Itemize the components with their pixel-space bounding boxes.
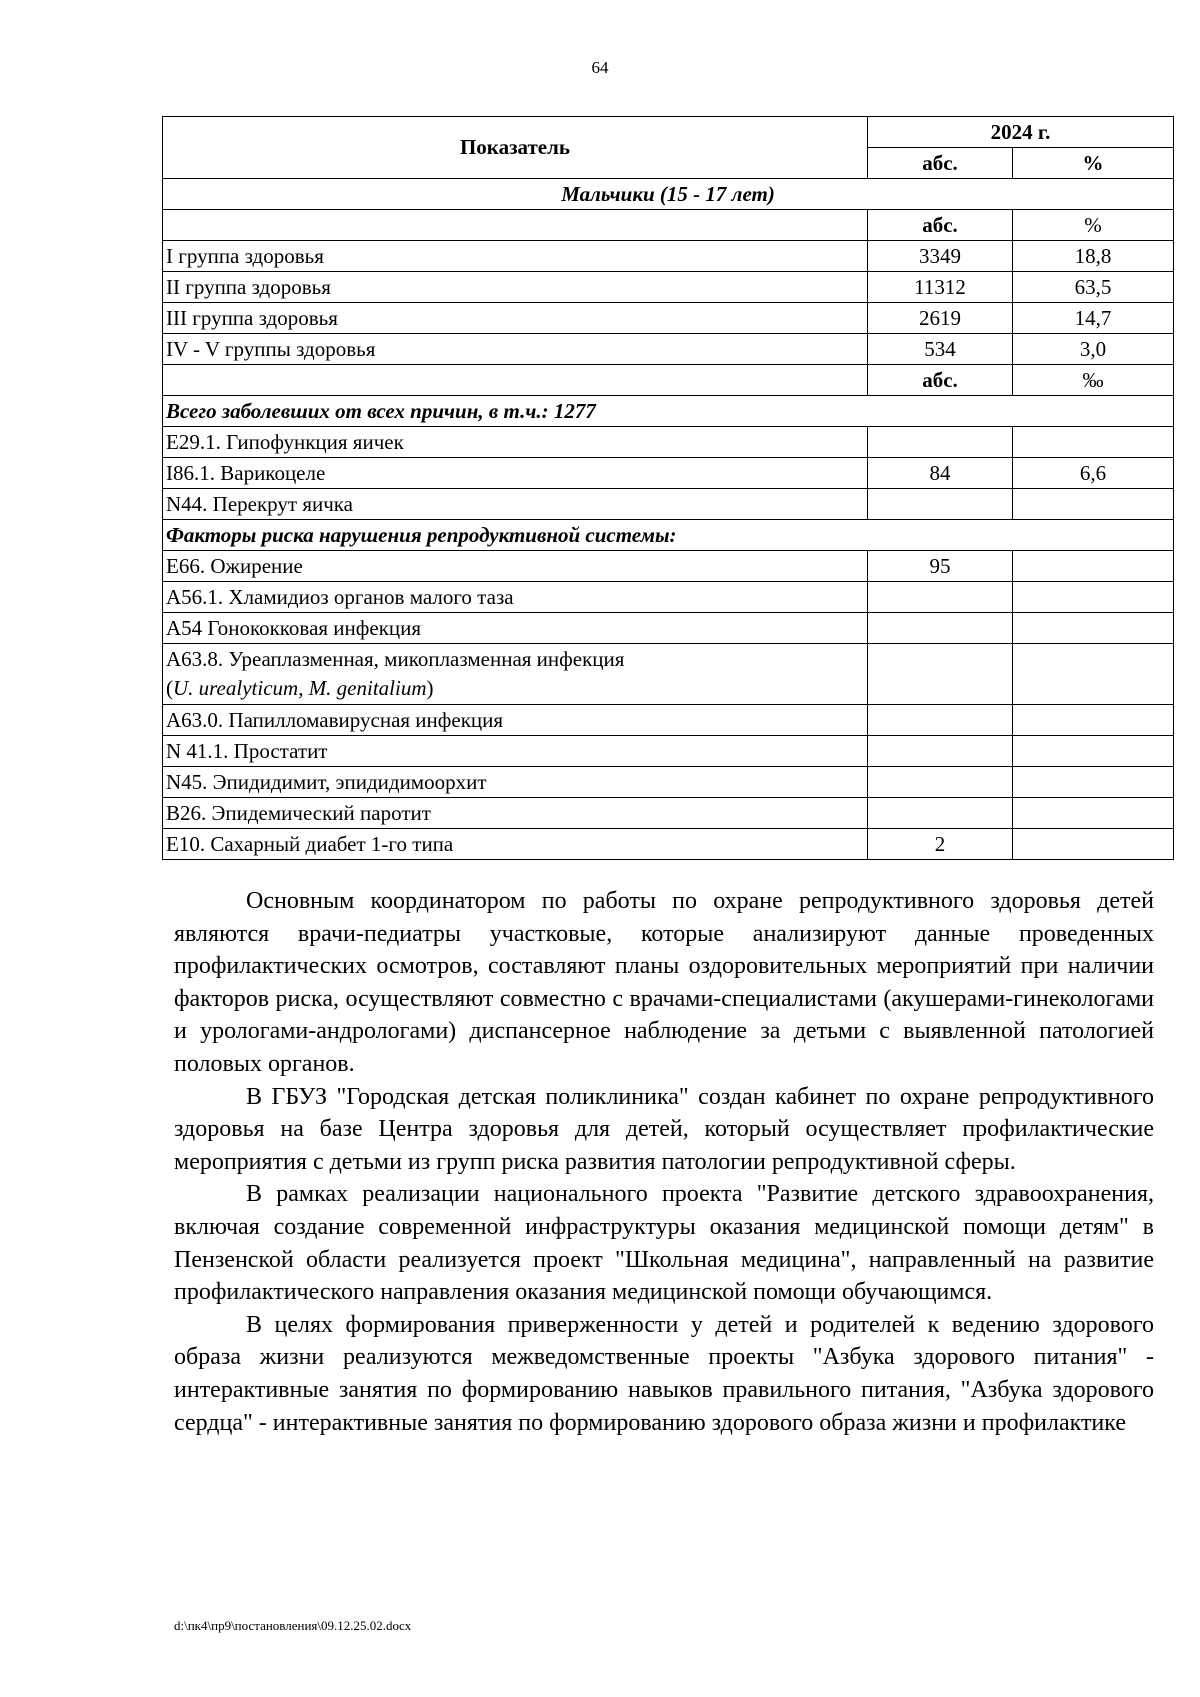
health-subheader-abs: абс. xyxy=(868,210,1013,241)
row-label-line2-species: U. urealyticum, M. genitalium xyxy=(173,676,427,700)
table-row xyxy=(163,613,1174,644)
row-pct: 14,7 xyxy=(1013,303,1174,334)
row-abs xyxy=(868,767,1013,798)
table-row xyxy=(163,705,1174,736)
section-title: Мальчики (15 - 17 лет) xyxy=(163,179,1174,210)
row-rate xyxy=(1013,736,1174,767)
table-row xyxy=(163,829,1174,860)
row-label: A63.0. Папилломавирусная инфекция xyxy=(163,705,868,736)
empty-cell xyxy=(163,365,868,396)
row-label: I группа здоровья xyxy=(163,241,868,272)
row-label: N44. Перекрут яичка xyxy=(163,489,868,520)
row-abs xyxy=(868,489,1013,520)
row-label: E10. Сахарный диабет 1-го типа xyxy=(163,829,868,860)
diseases-title: Всего заболевших от всех причин, в т.ч.: 1277 xyxy=(163,396,1174,427)
paragraph: В ГБУЗ "Городская детская поликлиника" создан кабинет по охране репродуктивного здоровья на базе Центра здоровья для детей, который осуществляет профилактические мероприятия с детьми из групп риска развития патологии репродуктивной сферы. xyxy=(174,1083,1154,1175)
disease-subheader-abs: абс. xyxy=(868,365,1013,396)
disease-subheader-row xyxy=(163,365,1174,396)
row-abs xyxy=(868,613,1013,644)
paragraph: Основным координатором по работы по охране репродуктивного здоровья детей являются врачи-педиатры участковые, которые анализируют данные проведенных профилактических осмотров, составляют планы оздоровительных мероприятий при наличии факторов риска, осуществляют совместно с врачами-специалистами (акушерами-гинекологами и урологами-андрологами) диспансерное наблюдение за детьми с выявленной патологией половых органов. xyxy=(174,888,1154,1077)
row-label: II группа здоровья xyxy=(163,272,868,303)
row-label: E29.1. Гипофункция яичек xyxy=(163,427,868,458)
body-text xyxy=(174,885,1154,1439)
row-rate xyxy=(1013,829,1174,860)
table-row xyxy=(163,427,1174,458)
empty-cell xyxy=(163,210,868,241)
row-rate xyxy=(1013,489,1174,520)
footer-file-path: d:\пк4\пр9\постановления\09.12.25.02.docx xyxy=(174,1618,412,1633)
row-abs xyxy=(868,705,1013,736)
paragraph: В целях формирования приверженности у детей и родителей к ведению здорового образа жизни реализуются межведомственные проекты "Азбука здорового питания" - интерактивные занятия по формированию навыков правильного питания, "Азбука здорового сердца" - интерактивные занятия по формированию здорового образа жизни и профилактике xyxy=(174,1311,1154,1436)
disease-subheader-per-mille: ‰ xyxy=(1013,365,1174,396)
row-abs: 2619 xyxy=(868,303,1013,334)
table-row xyxy=(163,458,1174,489)
row-abs xyxy=(868,582,1013,613)
health-statistics-table xyxy=(162,116,1174,860)
table-row xyxy=(163,767,1174,798)
row-abs xyxy=(868,736,1013,767)
row-rate xyxy=(1013,798,1174,829)
row-label: A54 Гонококковая инфекция xyxy=(163,613,868,644)
row-rate xyxy=(1013,644,1174,705)
row-label-line1: A63.8. Уреаплазменная, микоплазменная инфекция xyxy=(166,647,625,671)
table-row xyxy=(163,736,1174,767)
table-row xyxy=(163,582,1174,613)
table-row xyxy=(163,272,1174,303)
row-abs: 95 xyxy=(868,551,1013,582)
row-abs: 2 xyxy=(868,829,1013,860)
table-row xyxy=(163,798,1174,829)
page-number: 64 xyxy=(591,58,609,77)
row-label: III группа здоровья xyxy=(163,303,868,334)
row-rate: 6,6 xyxy=(1013,458,1174,489)
row-abs: 84 xyxy=(868,458,1013,489)
row-label xyxy=(163,644,868,705)
row-label: N45. Эпидидимит, эпидидимоорхит xyxy=(163,767,868,798)
row-rate xyxy=(1013,582,1174,613)
row-label: A56.1. Хламидиоз органов малого таза xyxy=(163,582,868,613)
section-row xyxy=(163,179,1174,210)
health-subheader-pct: % xyxy=(1013,210,1174,241)
table-row xyxy=(163,334,1174,365)
row-rate xyxy=(1013,767,1174,798)
table-row xyxy=(163,644,1174,705)
row-label: E66. Ожирение xyxy=(163,551,868,582)
row-rate xyxy=(1013,427,1174,458)
table-header-row xyxy=(163,117,1174,148)
header-abs: абс. xyxy=(868,148,1013,179)
row-rate xyxy=(1013,551,1174,582)
row-label: I86.1. Варикоцеле xyxy=(163,458,868,489)
row-abs xyxy=(868,427,1013,458)
row-abs: 11312 xyxy=(868,272,1013,303)
risk-title-row xyxy=(163,520,1174,551)
row-label: IV - V группы здоровья xyxy=(163,334,868,365)
row-label: B26. Эпидемический паротит xyxy=(163,798,868,829)
row-rate xyxy=(1013,705,1174,736)
risk-title: Факторы риска нарушения репродуктивной системы: xyxy=(163,520,1174,551)
header-indicator: Показатель xyxy=(163,117,868,179)
diseases-title-row xyxy=(163,396,1174,427)
row-abs: 534 xyxy=(868,334,1013,365)
table-row xyxy=(163,551,1174,582)
row-abs xyxy=(868,644,1013,705)
row-label: N 41.1. Простатит xyxy=(163,736,868,767)
row-abs: 3349 xyxy=(868,241,1013,272)
row-pct: 63,5 xyxy=(1013,272,1174,303)
header-year: 2024 г. xyxy=(868,117,1174,148)
table-row xyxy=(163,303,1174,334)
header-pct: % xyxy=(1013,148,1174,179)
table-row xyxy=(163,241,1174,272)
row-pct: 18,8 xyxy=(1013,241,1174,272)
paragraph: В рамках реализации национального проекта "Развитие детского здравоохранения, включая создание современной инфраструктуры оказания медицинской помощи детям" в Пензенской области реализуется проект "Школьная медицина", направленный на развитие профилактического направления оказания медицинской помощи обучающимся. xyxy=(174,1181,1154,1306)
row-pct: 3,0 xyxy=(1013,334,1174,365)
row-label-line2-close: ) xyxy=(426,676,434,700)
row-abs xyxy=(868,798,1013,829)
health-subheader-row xyxy=(163,210,1174,241)
table-row xyxy=(163,489,1174,520)
row-rate xyxy=(1013,613,1174,644)
row-label-line2-open: ( xyxy=(166,676,173,700)
